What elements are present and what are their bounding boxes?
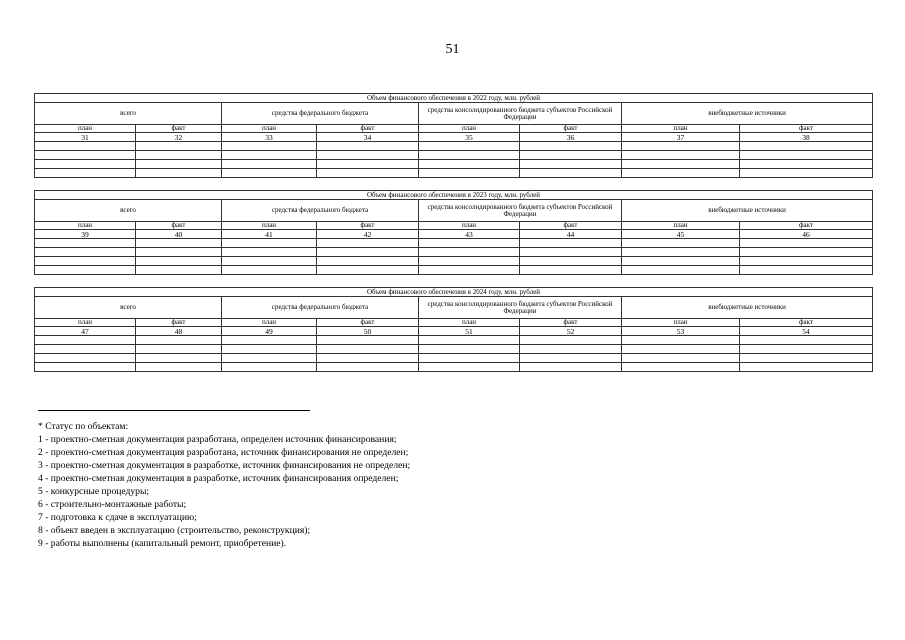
column-group-federal-budget: средства федерального бюджета	[222, 200, 419, 222]
column-number: 34	[317, 133, 419, 142]
plan-header: план	[419, 222, 520, 230]
column-number: 36	[520, 133, 622, 142]
plan-header: план	[222, 125, 317, 133]
plan-header: план	[419, 319, 520, 327]
column-group-extrabudgetary: внебюджетные источники	[622, 297, 873, 319]
fact-header: факт	[136, 222, 222, 230]
table-row	[35, 160, 873, 169]
table-row	[35, 142, 873, 151]
table-row	[35, 363, 873, 372]
column-number: 51	[419, 327, 520, 336]
column-number: 53	[622, 327, 740, 336]
fact-header: факт	[317, 125, 419, 133]
column-number: 38	[740, 133, 873, 142]
column-number: 54	[740, 327, 873, 336]
footnote-line: 4 - проектно-сметная документация в разработке, источник финансирования определен;	[38, 473, 399, 484]
footnote-line: 3 - проектно-сметная документация в разработке, источник финансирования не определен;	[38, 460, 411, 471]
plan-header: план	[35, 222, 136, 230]
table-row	[35, 151, 873, 160]
column-group-federal-budget: средства федерального бюджета	[222, 297, 419, 319]
column-number: 45	[622, 230, 740, 239]
column-number: 43	[419, 230, 520, 239]
footnote-line: 1 - проектно-сметная документация разработана, определен источник финансирования;	[38, 434, 397, 445]
column-group-consolidated-budget: средства консолидированного бюджета субъектов Российской Федерации	[419, 297, 622, 319]
financing-table-2023	[34, 190, 873, 275]
table-row	[35, 239, 873, 248]
page-number: 51	[445, 42, 460, 57]
table-row	[35, 345, 873, 354]
fact-header: факт	[136, 125, 222, 133]
table-row	[35, 169, 873, 178]
financing-table-2022	[34, 93, 873, 178]
plan-header: план	[35, 125, 136, 133]
column-group-federal-budget: средства федерального бюджета	[222, 103, 419, 125]
footnote-line: 2 - проектно-сметная документация разработана, источник финансирования не определен;	[38, 447, 409, 458]
table-row	[35, 257, 873, 266]
footnote-line: 6 - строительно-монтажные работы;	[38, 499, 187, 510]
column-number: 33	[222, 133, 317, 142]
plan-header: план	[222, 222, 317, 230]
footnotes	[38, 420, 410, 550]
fact-header: факт	[520, 319, 622, 327]
column-number: 39	[35, 230, 136, 239]
column-number: 49	[222, 327, 317, 336]
column-group-extrabudgetary: внебюджетные источники	[622, 103, 873, 125]
fact-header: факт	[136, 319, 222, 327]
table-row	[35, 354, 873, 363]
column-group-consolidated-budget: средства консолидированного бюджета субъектов Российской Федерации	[419, 200, 622, 222]
column-group-total: всего	[35, 200, 222, 222]
column-number: 52	[520, 327, 622, 336]
column-group-consolidated-budget: средства консолидированного бюджета субъектов Российской Федерации	[419, 103, 622, 125]
plan-header: план	[622, 125, 740, 133]
table-title: Объем финансового обеспечения в 2024 году, млн. рублей	[35, 288, 873, 297]
table-row	[35, 266, 873, 275]
column-number: 31	[35, 133, 136, 142]
column-group-total: всего	[35, 297, 222, 319]
plan-header: план	[35, 319, 136, 327]
fact-header: факт	[520, 222, 622, 230]
footnote-line: 5 - конкурсные процедуры;	[38, 486, 150, 497]
fact-header: факт	[740, 319, 873, 327]
footnote-separator	[38, 410, 310, 411]
column-number: 32	[136, 133, 222, 142]
table-title: Объем финансового обеспечения в 2022 году, млн. рублей	[35, 94, 873, 103]
plan-header: план	[622, 319, 740, 327]
column-number: 35	[419, 133, 520, 142]
table-row	[35, 336, 873, 345]
footnote-line: * Статус по объектам:	[38, 421, 129, 432]
column-number: 40	[136, 230, 222, 239]
column-group-total: всего	[35, 103, 222, 125]
footnote-line: 7 - подготовка к сдаче в эксплуатацию;	[38, 512, 197, 523]
column-group-extrabudgetary: внебюджетные источники	[622, 200, 873, 222]
footnote-line: 9 - работы выполнены (капитальный ремонт, приобретение).	[38, 538, 287, 549]
column-number: 37	[622, 133, 740, 142]
column-number: 50	[317, 327, 419, 336]
fact-header: факт	[520, 125, 622, 133]
fact-header: факт	[740, 222, 873, 230]
plan-header: план	[622, 222, 740, 230]
column-number: 48	[136, 327, 222, 336]
column-number: 42	[317, 230, 419, 239]
plan-header: план	[419, 125, 520, 133]
fact-header: факт	[317, 319, 419, 327]
column-number: 46	[740, 230, 873, 239]
column-number: 44	[520, 230, 622, 239]
plan-header: план	[222, 319, 317, 327]
fact-header: факт	[317, 222, 419, 230]
column-number: 41	[222, 230, 317, 239]
financing-table-2024	[34, 287, 873, 372]
fact-header: факт	[740, 125, 873, 133]
table-title: Объем финансового обеспечения в 2023 году, млн. рублей	[35, 191, 873, 200]
table-row	[35, 248, 873, 257]
footnote-line: 8 - объект введен в эксплуатацию (строительство, реконструкция);	[38, 525, 311, 536]
column-number: 47	[35, 327, 136, 336]
